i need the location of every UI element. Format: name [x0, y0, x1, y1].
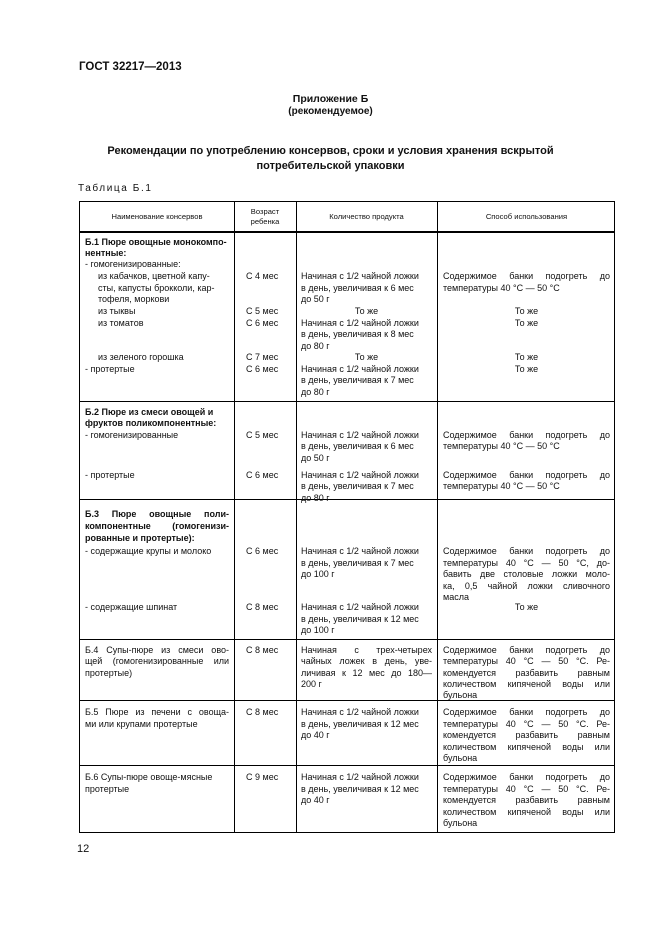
- method-text: температуры 40 °С — 50 °С. Ре-: [443, 656, 610, 666]
- quantity-text: То же: [354, 306, 379, 316]
- product-name: - протертые: [85, 470, 135, 480]
- product-name: щей (гомогенизированные или: [85, 656, 229, 666]
- method-text: Содержимое банки подогреть до: [443, 430, 610, 440]
- section-title: Б.1 Пюре овощные монокомпо-: [85, 237, 227, 247]
- header-age-line: Возраст: [250, 207, 280, 216]
- quantity-text: Начиная с 1/2 чайной ложки: [301, 364, 419, 374]
- age-value: С 9 мес: [246, 772, 279, 782]
- product-name: из тыквы: [98, 306, 136, 316]
- method-text: Содержимое банки подогреть до: [443, 271, 610, 281]
- method-text: температуры 40 °С — 50 °С: [443, 481, 560, 491]
- age-value: С 7 мес: [246, 352, 279, 362]
- method-text: Содержимое банки подогреть до: [443, 707, 610, 717]
- method-text: количеством кипяченой воды или: [443, 679, 610, 689]
- product-name: - содержащие крупы и молоко: [85, 546, 212, 556]
- product-name: Б.6 Супы-пюре овоще-мясные: [85, 772, 213, 782]
- quantity-text: до 50 г: [301, 294, 330, 304]
- method-text: То же: [514, 306, 539, 316]
- quantity-text: до 50 г: [301, 453, 330, 463]
- quantity-text: Начиная с 1/2 чайной ложки: [301, 318, 419, 328]
- quantity-text: Начиная с 1/2 чайной ложки: [301, 430, 419, 440]
- quantity-text: до 100 г: [301, 625, 335, 635]
- row-divider: [80, 401, 614, 402]
- product-name: - содержащие шпинат: [85, 602, 178, 612]
- quantity-text: Начиная с 1/2 чайной ложки: [301, 772, 419, 782]
- product-name: ми или крупами протертые: [85, 719, 198, 729]
- table-caption: Таблица Б.1: [78, 183, 153, 194]
- quantity-text: до 80 г: [301, 387, 330, 397]
- section-title: нентные:: [85, 248, 127, 258]
- quantity-text: Начиная с трех-четырех: [301, 645, 432, 655]
- quantity-text: до 40 г: [301, 795, 330, 805]
- column-divider: [296, 202, 297, 832]
- quantity-text: в день, увеличивая к 8 мес: [301, 329, 414, 339]
- appendix-subtitle: (рекомендуемое): [288, 106, 373, 117]
- method-text: количеством кипяченой воды или: [443, 742, 610, 752]
- method-text: температуры 40 °С — 50 °С: [443, 441, 560, 451]
- section-title: компонентные (гомогенизи-: [85, 521, 229, 531]
- quantity-text: Начиная с 1/2 чайной ложки: [301, 470, 419, 480]
- column-divider: [437, 202, 438, 832]
- appendix-title: Приложение Б: [292, 93, 369, 105]
- row-divider: [80, 639, 614, 640]
- quantity-text: в день, увеличивая к 7 мес: [301, 481, 414, 491]
- header-age-line: ребенка: [250, 217, 280, 226]
- product-name: - гомогенизированные: [85, 430, 179, 440]
- section-title: Б.2 Пюре из смеси овощей и: [85, 407, 214, 417]
- age-value: С 4 мес: [246, 271, 279, 281]
- row-divider: [80, 765, 614, 766]
- method-text: комендуется разбавить равным: [443, 668, 610, 678]
- quantity-text: до 80 г: [301, 493, 330, 503]
- method-text: комендуется разбавить равным: [443, 730, 610, 740]
- quantity-text: до 40 г: [301, 730, 330, 740]
- quantity-text: Начиная с 1/2 чайной ложки: [301, 546, 419, 556]
- quantity-text: в день, увеличивая к 7 мес: [301, 375, 414, 385]
- quantity-text: до 80 г: [301, 341, 330, 351]
- method-text: температуры 40 °С — 50 °С. Ре-: [443, 784, 610, 794]
- product-name: из зеленого горошка: [98, 352, 184, 362]
- product-name: протертые): [85, 668, 133, 678]
- quantity-text: в день, увеличивая к 6 мес: [301, 441, 414, 451]
- quantity-text: Начиная с 1/2 чайной ложки: [301, 602, 419, 612]
- quantity-text: в день, увеличивая к 6 мес: [301, 283, 414, 293]
- product-name: сты, капусты брокколи, кар-: [98, 283, 215, 293]
- page-title: [0, 144, 661, 174]
- product-name: Б.5 Пюре из печени с овоща-: [85, 707, 229, 717]
- product-name: тофеля, моркови: [98, 294, 170, 304]
- product-name: - протертые: [85, 364, 135, 374]
- header-method: Способ использования: [485, 212, 568, 221]
- column-divider: [234, 202, 235, 832]
- method-text: бульона: [443, 690, 478, 700]
- method-text: бульона: [443, 818, 478, 828]
- product-name: протертые: [85, 784, 130, 794]
- quantity-text: То же: [354, 352, 379, 362]
- quantity-text: в день, увеличивая к 12 мес: [301, 784, 419, 794]
- quantity-text: личивая к 12 мес до 180—: [301, 668, 432, 678]
- section-title: Б.3 Пюре овощные поли-: [85, 509, 229, 519]
- product-name: Б.4 Супы-пюре из смеси ово-: [85, 645, 229, 655]
- age-value: С 8 мес: [246, 602, 279, 612]
- page-title-line: Рекомендации по употреблению консервов, сроки и условия хранения вскрытой: [107, 145, 554, 157]
- section-title: рованные и протертые):: [85, 533, 195, 543]
- page-number: 12: [77, 843, 90, 855]
- method-text: комендуется разбавить равным: [443, 795, 610, 805]
- age-value: С 6 мес: [246, 470, 279, 480]
- method-text: Содержимое банки подогреть до: [443, 470, 610, 480]
- method-text: То же: [514, 318, 539, 328]
- method-text: ка, 0,5 чайной ложки сливочного: [443, 581, 610, 591]
- method-text: температуры 40 °С — 50 °С, до-: [443, 558, 610, 568]
- quantity-text: в день, увеличивая к 12 мес: [301, 614, 419, 624]
- age-value: С 8 мес: [246, 707, 279, 717]
- method-text: Содержимое банки подогреть до: [443, 772, 610, 782]
- method-text: бульона: [443, 753, 478, 763]
- product-name: из томатов: [98, 318, 144, 328]
- quantity-text: до 100 г: [301, 569, 335, 579]
- age-value: С 6 мес: [246, 318, 279, 328]
- quantity-text: Начиная с 1/2 чайной ложки: [301, 707, 419, 717]
- method-text: То же: [514, 352, 539, 362]
- method-text: масла: [443, 592, 469, 602]
- row-divider: [80, 700, 614, 701]
- quantity-text: в день, увеличивая к 12 мес: [301, 719, 419, 729]
- recommendations-table: [79, 201, 615, 833]
- method-text: температуры 40 °С — 50 °С: [443, 283, 560, 293]
- age-value: С 8 мес: [246, 645, 279, 655]
- age-value: С 5 мес: [246, 306, 279, 316]
- quantity-text: Начиная с 1/2 чайной ложки: [301, 271, 419, 281]
- method-text: То же: [514, 602, 539, 612]
- header-divider: [80, 231, 614, 233]
- section-title: фруктов поликомпонентные:: [85, 418, 217, 428]
- row-divider: [80, 499, 614, 500]
- method-text: Содержимое банки подогреть до: [443, 546, 610, 556]
- quantity-text: 200 г: [301, 679, 322, 689]
- page-title-line: потребительской упаковки: [256, 160, 405, 172]
- header-quantity: Количество продукта: [329, 212, 404, 221]
- age-value: С 6 мес: [246, 546, 279, 556]
- method-text: То же: [514, 364, 539, 374]
- age-value: С 6 мес: [246, 364, 279, 374]
- method-text: Содержимое банки подогреть до: [443, 645, 610, 655]
- quantity-text: чайных ложек в день, уве-: [301, 656, 432, 666]
- method-text: бавить две столовые ложки моло-: [443, 569, 610, 579]
- header-name: Наименование консервов: [111, 212, 203, 221]
- age-value: С 5 мес: [246, 430, 279, 440]
- method-text: количеством кипяченой воды или: [443, 807, 610, 817]
- standard-header: ГОСТ 32217—2013: [79, 61, 182, 73]
- header-age: [234, 207, 296, 227]
- method-text: температуры 40 °С — 50 °С. Ре-: [443, 719, 610, 729]
- subgroup-label: - гомогенизированные:: [85, 259, 181, 269]
- quantity-text: в день, увеличивая к 7 мес: [301, 558, 414, 568]
- product-name: из кабачков, цветной капу-: [98, 271, 210, 281]
